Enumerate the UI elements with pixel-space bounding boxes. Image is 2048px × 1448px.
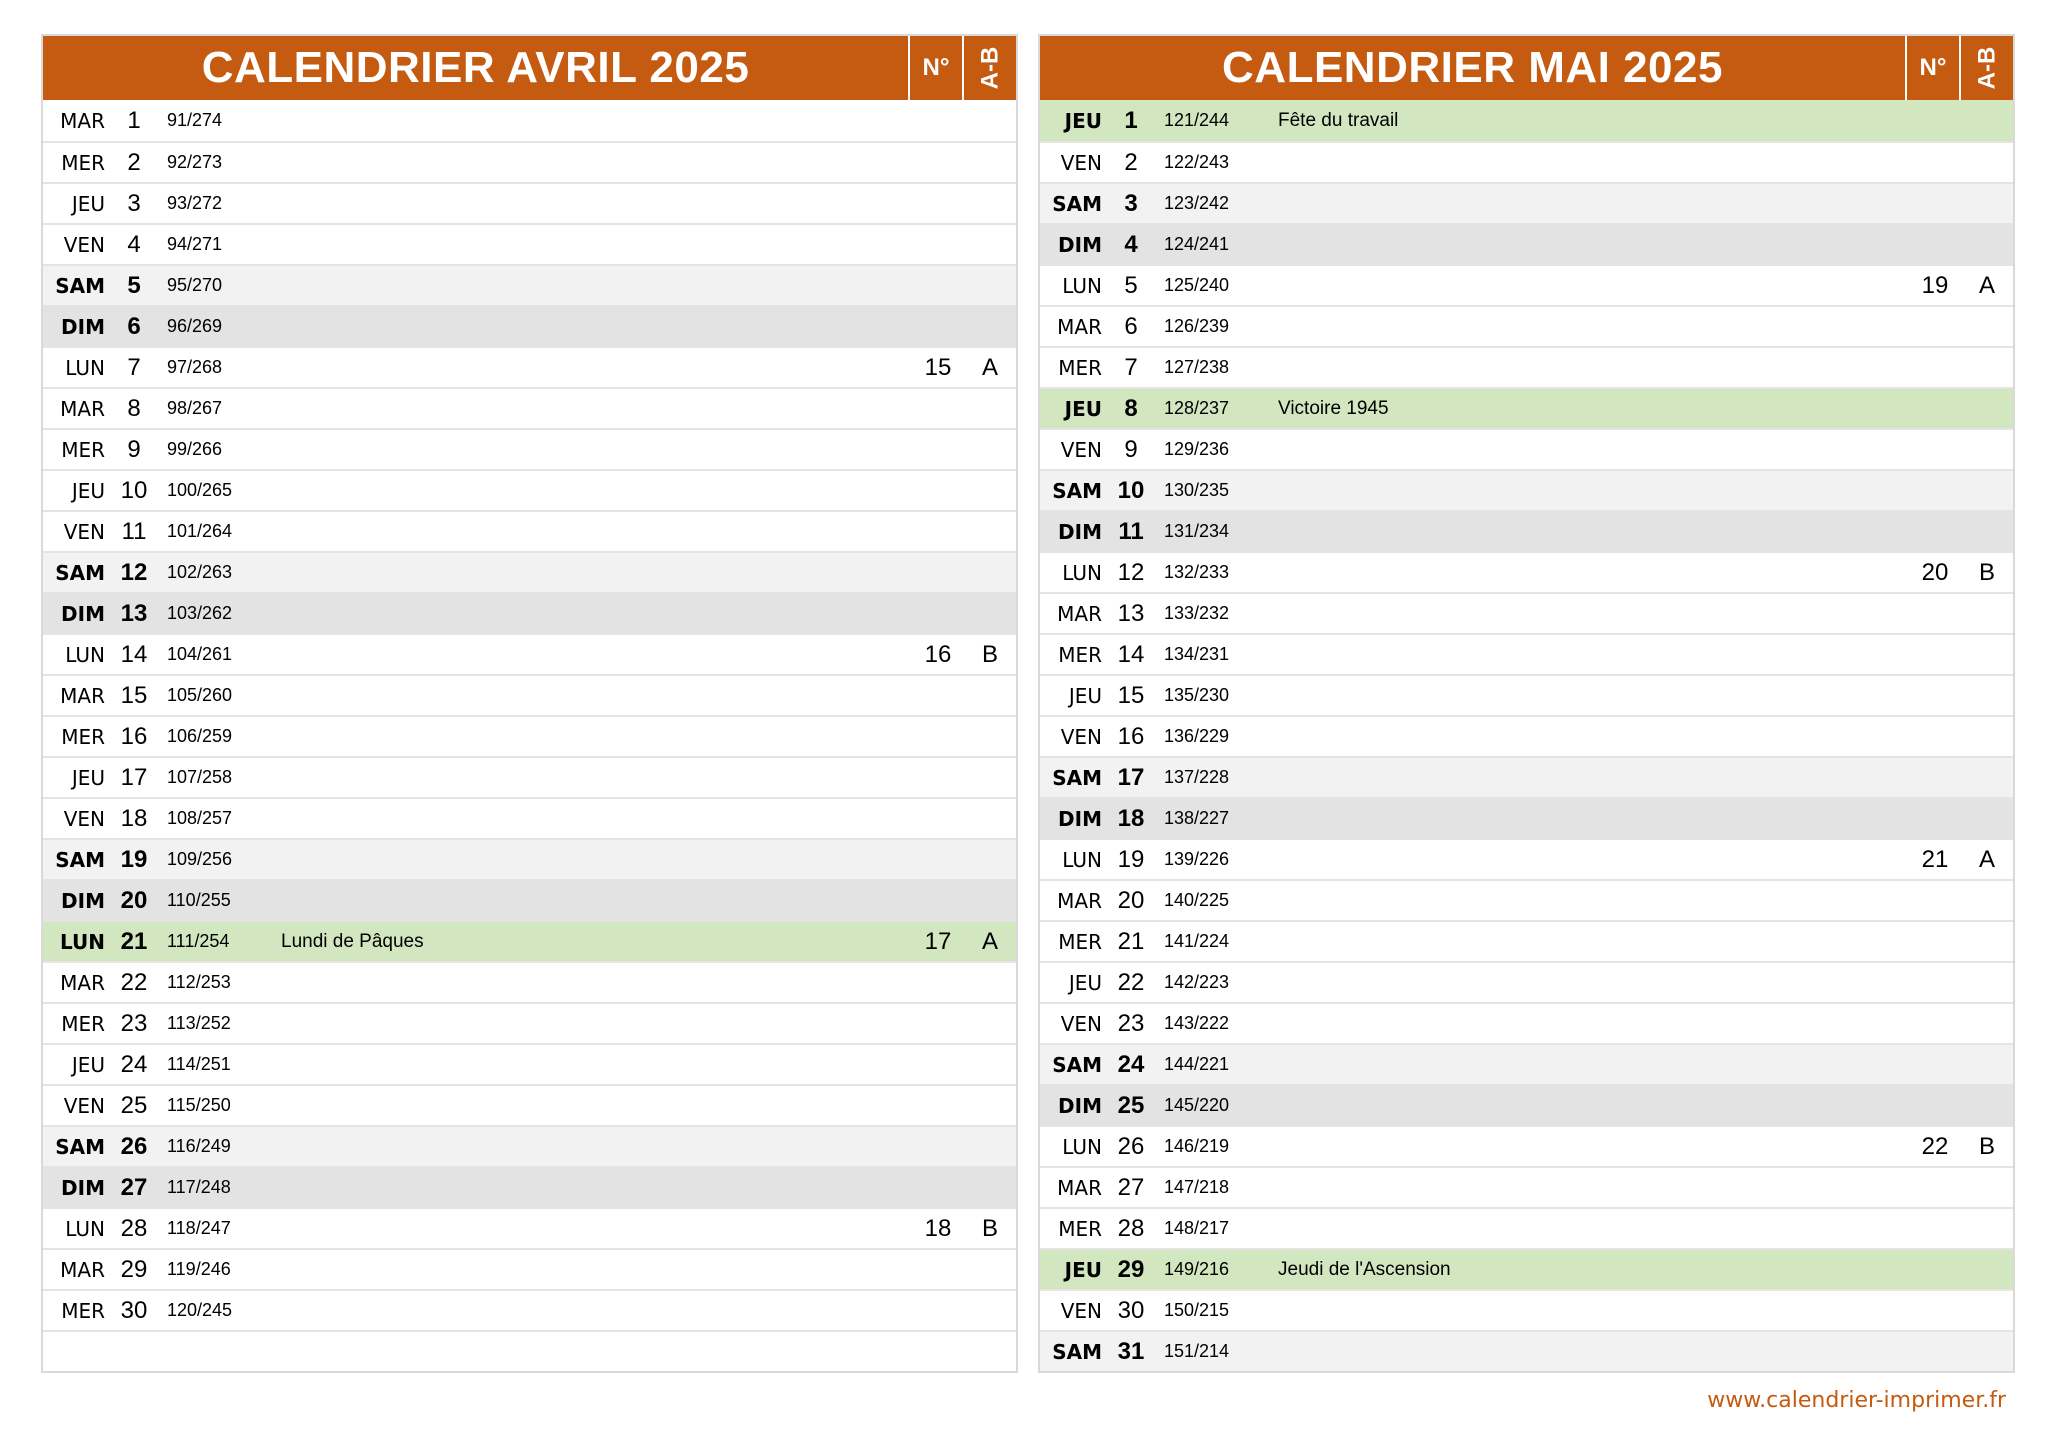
day-of-year: 144/221	[1164, 1054, 1230, 1074]
day-name: LUN	[65, 355, 105, 380]
day-name: SAM	[1052, 191, 1102, 216]
week-number: 20	[1921, 558, 1949, 586]
day-of-year: 148/217	[1164, 1218, 1230, 1238]
day-of-year: 141/224	[1164, 931, 1230, 951]
day-number: 2	[127, 148, 141, 176]
ab-week: B	[981, 640, 998, 668]
week-number: 15	[924, 353, 952, 381]
day-of-year: 142/223	[1164, 972, 1230, 992]
day-of-year: 132/233	[1164, 562, 1230, 582]
day-row	[43, 1289, 1016, 1330]
day-number: 18	[1117, 804, 1145, 832]
day-of-year: 149/216	[1164, 1259, 1230, 1279]
day-name: LUN	[65, 1216, 105, 1241]
day-name: SAM	[1052, 1052, 1102, 1077]
day-number: 4	[1124, 230, 1138, 258]
day-name: MAR	[1057, 314, 1102, 339]
day-name: LUN	[1062, 847, 1102, 872]
day-name: MER	[61, 1298, 105, 1323]
day-number: 7	[1124, 353, 1138, 381]
day-name: VEN	[1060, 1011, 1102, 1036]
day-row	[1040, 797, 2013, 838]
ab-week: A	[1978, 271, 1995, 299]
day-of-year: 97/268	[167, 357, 223, 377]
website-link[interactable]: www.calendrier-imprimer.fr	[1707, 1388, 2006, 1413]
day-row	[1040, 428, 2013, 469]
day-number: 20	[120, 886, 148, 914]
day-of-year: 128/237	[1164, 398, 1230, 418]
day-of-year: 103/262	[167, 603, 233, 623]
ab-header	[962, 36, 1016, 100]
day-of-year: 109/256	[167, 849, 233, 869]
day-of-year: 120/245	[167, 1300, 233, 1320]
day-of-year: 143/222	[1164, 1013, 1230, 1033]
day-of-year: 115/250	[167, 1095, 231, 1115]
day-of-year: 131/234	[1164, 521, 1230, 541]
day-of-year: 93/272	[167, 193, 223, 213]
day-name: VEN	[63, 1093, 105, 1118]
day-of-year: 99/266	[167, 439, 223, 459]
day-of-year: 139/226	[1164, 849, 1230, 869]
day-number: 28	[1117, 1214, 1145, 1242]
day-name: JEU	[1064, 1257, 1102, 1282]
day-row	[43, 1166, 1016, 1207]
day-name: MER	[61, 150, 105, 175]
day-of-year: 124/241	[1164, 234, 1230, 254]
day-row	[1040, 264, 2013, 305]
event-label: Lundi de Pâques	[281, 930, 424, 952]
day-number: 1	[1124, 106, 1138, 134]
day-of-year: 151/214	[1164, 1341, 1230, 1361]
day-of-year: 102/263	[167, 562, 233, 582]
day-row	[43, 838, 1016, 879]
day-of-year: 94/271	[167, 234, 223, 254]
day-name: LUN	[65, 642, 105, 667]
day-of-year: 135/230	[1164, 685, 1230, 705]
ab-header-label: A-B	[1973, 46, 2000, 90]
day-name: MER	[1058, 929, 1102, 954]
day-number: 21	[120, 927, 148, 955]
day-number: 5	[127, 271, 141, 299]
day-number: 30	[120, 1296, 148, 1324]
day-name: DIM	[1058, 806, 1102, 831]
day-number: 9	[1124, 435, 1138, 463]
event-label: Jeudi de l'Ascension	[1278, 1258, 1451, 1280]
day-row	[43, 879, 1016, 920]
day-of-year: 145/220	[1164, 1095, 1230, 1115]
day-number: 12	[120, 558, 148, 586]
week-number: 22	[1921, 1132, 1949, 1160]
day-name: LUN	[1062, 273, 1102, 298]
day-of-year: 101/264	[167, 521, 233, 541]
day-number: 31	[1117, 1337, 1145, 1365]
day-name: DIM	[61, 314, 105, 339]
day-number: 19	[1117, 845, 1145, 873]
day-name: MER	[1058, 1216, 1102, 1241]
day-name: VEN	[63, 806, 105, 831]
day-number: 1	[127, 106, 141, 134]
day-name: SAM	[1052, 478, 1102, 503]
day-number: 26	[120, 1132, 148, 1160]
day-of-year: 96/269	[167, 316, 223, 336]
day-number: 8	[1124, 394, 1138, 422]
day-number: 29	[120, 1255, 148, 1283]
week-number: 16	[924, 640, 952, 668]
day-row	[43, 961, 1016, 1002]
day-row	[43, 428, 1016, 469]
ab-week: A	[981, 927, 998, 955]
day-row	[1040, 1125, 2013, 1166]
day-name: VEN	[1060, 1298, 1102, 1323]
day-row	[43, 1330, 1016, 1371]
day-row	[1040, 1248, 2013, 1289]
day-row	[1040, 1207, 2013, 1248]
day-name: DIM	[1058, 519, 1102, 544]
event-label: Fête du travail	[1278, 109, 1399, 131]
day-name: JEU	[1068, 970, 1102, 995]
day-row	[1040, 223, 2013, 264]
day-number: 6	[1124, 312, 1138, 340]
day-of-year: 107/258	[167, 767, 233, 787]
day-of-year: 146/219	[1164, 1136, 1230, 1156]
day-row	[1040, 715, 2013, 756]
day-row	[1040, 756, 2013, 797]
day-row	[43, 920, 1016, 961]
day-row	[1040, 510, 2013, 551]
day-of-year: 150/215	[1164, 1300, 1230, 1320]
day-name: MER	[1058, 642, 1102, 667]
week-number-header: N°	[908, 36, 962, 100]
week-number: 17	[924, 927, 952, 955]
ab-week: A	[981, 353, 998, 381]
week-number: 21	[1921, 845, 1949, 873]
ab-week: B	[1978, 1132, 1995, 1160]
day-number: 30	[1117, 1296, 1145, 1324]
week-number: 19	[1921, 271, 1949, 299]
day-number: 7	[127, 353, 141, 381]
day-rows	[1040, 100, 2013, 1371]
day-row	[1040, 961, 2013, 1002]
day-number: 28	[120, 1214, 148, 1242]
day-of-year: 147/218	[1164, 1177, 1230, 1197]
day-row	[1040, 1084, 2013, 1125]
day-name: VEN	[63, 519, 105, 544]
ab-header	[1959, 36, 2013, 100]
day-name: MER	[61, 437, 105, 462]
day-of-year: 114/251	[167, 1054, 231, 1074]
day-row	[1040, 1289, 2013, 1330]
day-name: MAR	[1057, 888, 1102, 913]
month-title: CALENDRIER AVRIL 2025	[201, 43, 750, 92]
ab-header-label: A-B	[976, 46, 1003, 90]
day-row	[1040, 305, 2013, 346]
day-of-year: 118/247	[167, 1218, 231, 1238]
day-name: MER	[1058, 355, 1102, 380]
day-of-year: 110/255	[167, 890, 231, 910]
day-row	[1040, 182, 2013, 223]
day-name: JEU	[1068, 683, 1102, 708]
day-name: VEN	[1060, 724, 1102, 749]
day-number: 17	[120, 763, 148, 791]
day-name: VEN	[63, 232, 105, 257]
day-name: MAR	[60, 396, 105, 421]
day-row	[1040, 633, 2013, 674]
day-name: SAM	[55, 1134, 105, 1159]
day-name: DIM	[61, 601, 105, 626]
day-row	[43, 1084, 1016, 1125]
day-number: 27	[1117, 1173, 1145, 1201]
day-number: 9	[127, 435, 141, 463]
day-number: 21	[1117, 927, 1145, 955]
month-header	[1040, 36, 2013, 100]
day-row	[1040, 1043, 2013, 1084]
day-of-year: 137/228	[1164, 767, 1230, 787]
day-of-year: 117/248	[167, 1177, 231, 1197]
day-number: 23	[120, 1009, 148, 1037]
day-number: 3	[1124, 189, 1138, 217]
day-row	[43, 1002, 1016, 1043]
day-row	[1040, 141, 2013, 182]
day-row	[43, 100, 1016, 141]
day-number: 19	[120, 845, 148, 873]
day-name: MAR	[60, 970, 105, 995]
day-number: 2	[1124, 148, 1138, 176]
day-of-year: 98/267	[167, 398, 223, 418]
day-row	[43, 715, 1016, 756]
day-row	[43, 633, 1016, 674]
day-number: 13	[1117, 599, 1145, 627]
day-of-year: 92/273	[167, 152, 223, 172]
day-number: 5	[1124, 271, 1138, 299]
day-of-year: 126/239	[1164, 316, 1230, 336]
day-number: 14	[1117, 640, 1145, 668]
day-of-year: 122/243	[1164, 152, 1230, 172]
day-row	[43, 387, 1016, 428]
day-name: MAR	[60, 1257, 105, 1282]
day-row	[43, 264, 1016, 305]
day-of-year: 116/249	[167, 1136, 231, 1156]
day-number: 10	[1117, 476, 1145, 504]
day-number: 4	[127, 230, 141, 258]
day-row	[43, 346, 1016, 387]
day-of-year: 111/254	[167, 931, 230, 951]
day-name: JEU	[71, 765, 105, 790]
day-name: LUN	[59, 929, 105, 954]
day-number: 25	[1117, 1091, 1145, 1119]
day-number: 15	[120, 681, 148, 709]
day-row	[43, 141, 1016, 182]
day-row	[43, 1125, 1016, 1166]
day-row	[1040, 1166, 2013, 1207]
day-name: SAM	[55, 560, 105, 585]
day-row	[43, 1248, 1016, 1289]
day-number: 16	[1117, 722, 1145, 750]
day-row	[43, 305, 1016, 346]
day-of-year: 119/246	[167, 1259, 231, 1279]
day-number: 29	[1117, 1255, 1145, 1283]
day-of-year: 104/261	[167, 644, 233, 664]
week-number-header: N°	[1905, 36, 1959, 100]
day-number: 11	[121, 517, 147, 545]
day-name: MER	[61, 1011, 105, 1036]
day-name: MAR	[1057, 601, 1102, 626]
calendar-may	[1038, 34, 2015, 1373]
day-row	[43, 551, 1016, 592]
day-row	[1040, 387, 2013, 428]
month-header	[43, 36, 1016, 100]
day-name: DIM	[61, 1175, 105, 1200]
day-row	[1040, 100, 2013, 141]
day-number: 25	[120, 1091, 148, 1119]
day-row	[1040, 1330, 2013, 1371]
day-row	[1040, 879, 2013, 920]
day-name: DIM	[1058, 232, 1102, 257]
day-number: 12	[1117, 558, 1145, 586]
day-name: MAR	[60, 683, 105, 708]
day-of-year: 105/260	[167, 685, 233, 705]
day-row	[43, 756, 1016, 797]
day-name: MAR	[60, 108, 105, 133]
day-row	[43, 469, 1016, 510]
day-number: 24	[1117, 1050, 1145, 1078]
day-number: 27	[120, 1173, 148, 1201]
day-number: 10	[120, 476, 148, 504]
day-name: LUN	[1062, 1134, 1102, 1159]
day-rows	[43, 100, 1016, 1371]
day-row	[43, 1207, 1016, 1248]
day-row	[43, 797, 1016, 838]
day-number: 23	[1117, 1009, 1145, 1037]
day-of-year: 112/253	[167, 972, 231, 992]
day-row	[43, 674, 1016, 715]
day-of-year: 125/240	[1164, 275, 1230, 295]
day-number: 6	[127, 312, 141, 340]
day-row	[1040, 920, 2013, 961]
day-number: 22	[1117, 968, 1145, 996]
day-of-year: 106/259	[167, 726, 233, 746]
day-of-year: 121/244	[1164, 110, 1230, 130]
day-of-year: 133/232	[1164, 603, 1230, 623]
day-number: 14	[120, 640, 148, 668]
day-of-year: 91/274	[167, 110, 223, 130]
day-name: LUN	[1062, 560, 1102, 585]
day-row	[43, 592, 1016, 633]
day-number: 24	[120, 1050, 148, 1078]
day-row	[1040, 674, 2013, 715]
day-name: SAM	[55, 273, 105, 298]
day-of-year: 134/231	[1164, 644, 1230, 664]
day-number: 17	[1117, 763, 1145, 791]
day-of-year: 100/265	[167, 480, 233, 500]
day-of-year: 129/236	[1164, 439, 1230, 459]
day-of-year: 136/229	[1164, 726, 1230, 746]
day-name: DIM	[1058, 1093, 1102, 1118]
day-name: DIM	[61, 888, 105, 913]
day-of-year: 95/270	[167, 275, 223, 295]
day-name: JEU	[71, 1052, 105, 1077]
day-row	[1040, 346, 2013, 387]
day-of-year: 138/227	[1164, 808, 1230, 828]
day-name: SAM	[1052, 1339, 1102, 1364]
day-name: SAM	[55, 847, 105, 872]
day-of-year: 127/238	[1164, 357, 1230, 377]
day-number: 26	[1117, 1132, 1145, 1160]
day-name: VEN	[1060, 150, 1102, 175]
day-of-year: 123/242	[1164, 193, 1230, 213]
day-number: 18	[120, 804, 148, 832]
day-number: 11	[1118, 517, 1144, 545]
day-number: 15	[1117, 681, 1145, 709]
day-name: JEU	[1064, 396, 1102, 421]
day-row	[43, 223, 1016, 264]
day-row	[43, 510, 1016, 551]
day-of-year: 108/257	[167, 808, 233, 828]
day-name: MER	[61, 724, 105, 749]
day-of-year: 140/225	[1164, 890, 1230, 910]
ab-week: B	[981, 1214, 998, 1242]
week-number: 18	[924, 1214, 952, 1242]
day-row	[1040, 838, 2013, 879]
day-number: 13	[120, 599, 148, 627]
day-number: 20	[1117, 886, 1145, 914]
day-number: 22	[120, 968, 148, 996]
day-row	[1040, 592, 2013, 633]
day-of-year: 113/252	[167, 1013, 231, 1033]
ab-week: B	[1978, 558, 1995, 586]
day-row	[43, 1043, 1016, 1084]
day-number: 16	[120, 722, 148, 750]
day-row	[1040, 469, 2013, 510]
day-number: 8	[127, 394, 141, 422]
day-row	[1040, 1002, 2013, 1043]
day-row	[43, 182, 1016, 223]
month-title: CALENDRIER MAI 2025	[1222, 43, 1723, 92]
day-name: MAR	[1057, 1175, 1102, 1200]
day-name: VEN	[1060, 437, 1102, 462]
day-of-year: 130/235	[1164, 480, 1230, 500]
day-row	[1040, 551, 2013, 592]
day-name: JEU	[1064, 108, 1102, 133]
day-name: SAM	[1052, 765, 1102, 790]
event-label: Victoire 1945	[1278, 397, 1389, 419]
day-name: JEU	[71, 478, 105, 503]
calendar-april	[41, 34, 1018, 1373]
day-name: JEU	[71, 191, 105, 216]
ab-week: A	[1978, 845, 1995, 873]
day-number: 3	[127, 189, 141, 217]
